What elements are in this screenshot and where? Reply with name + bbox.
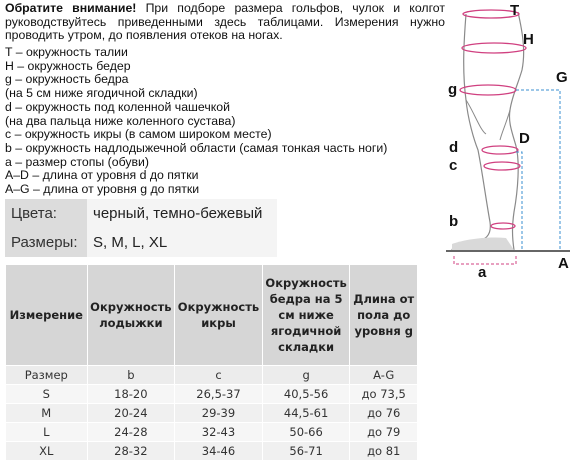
label-c: c [449,157,458,174]
table-row [6,385,418,404]
size-table-subheader [6,366,418,385]
intro-paragraph [5,2,445,43]
header-ankle: Окружность лодыжки [87,265,175,366]
table-cell: 34-46 [175,442,263,461]
colors-row [5,199,277,228]
subheader-cell: c [175,366,263,385]
legend-item: (на 5 см ниже ягодичной складки) [5,86,198,101]
table-cell: до 79 [350,423,418,442]
legend-item: b – окружность надлодыжечной области (самая тонкая часть ноги) [5,140,388,155]
intro-warning: Обратите внимание! [5,1,137,15]
legend-item: d – окружность под коленной чашечкой [5,99,230,114]
label-d-upper: D [519,130,530,147]
header-thigh: Окружность бедра на 5 см ниже ягодичной складки [262,265,350,366]
label-a: a [478,264,487,281]
ring-d [482,146,518,154]
table-row [6,404,418,423]
table-cell: 26,5-37 [175,385,263,404]
leg-outline [452,12,524,250]
subheader-cell: Размер [6,366,88,385]
sizes-row [5,228,277,257]
foot-shadow [452,237,514,250]
label-g-upper: G [556,69,568,86]
table-cell: 20-24 [87,404,175,423]
table-row [6,423,418,442]
colors-label: Цвета: [5,199,87,228]
label-g: g [448,81,458,98]
table-cell: 28-32 [87,442,175,461]
label-h: H [523,31,534,48]
size-table-header [6,265,418,366]
table-cell: 44,5-61 [262,404,350,423]
header-measurement: Измерение [6,265,88,366]
label-d: d [449,139,459,156]
header-calf: Окружность икры [175,265,263,366]
guide-a-line [454,256,516,264]
table-cell: 32-43 [175,423,263,442]
table-cell: 40,5-56 [262,385,350,404]
legend-item: A–D – длина от уровня d до пятки [5,168,199,183]
subheader-cell: g [262,366,350,385]
ring-h [462,43,526,53]
legend-item: T – окружность талии [5,45,128,59]
table-cell: до 73,5 [350,385,418,404]
table-cell: 50-66 [262,423,350,442]
measurement-legend [5,46,387,197]
legend-item: a – размер стопы (обуви) [5,154,149,169]
legend-item: A–G – длина от уровня g до пятки [5,182,200,197]
table-cell: до 81 [350,442,418,461]
table-cell: M [6,404,88,423]
sizes-label: Размеры: [5,228,87,257]
legend-item: c – окружность икры (в самом широком месте) [5,127,272,142]
guide-g-line [516,90,560,251]
header-length: Длина от пола до уровня g [350,265,418,366]
table-cell: 29-39 [175,404,263,423]
subheader-cell: A-G [350,366,418,385]
label-b: b [449,213,459,230]
size-table [5,264,418,461]
legend-item: g – окружность бедра [5,72,129,87]
table-cell: XL [6,442,88,461]
ring-c [484,162,520,170]
colors-value: черный, темно-бежевый [87,199,277,228]
legend-item: H – окружность бедер [5,58,131,73]
table-cell: S [6,385,88,404]
table-cell: 24-28 [87,423,175,442]
leg-measurement-diagram [440,0,578,290]
intro-text: При подборе размера гольфов, чулок и колгот руководствуйтесь приведенными здесь таблицами. Измерения нужно проводить утром, до появления отеков на ногах. [5,1,445,43]
table-cell: 56-71 [262,442,350,461]
table-row [6,442,418,461]
product-properties [5,199,277,257]
table-cell: L [6,423,88,442]
label-a-upper: A [558,255,569,272]
sizes-value: S, M, L, XL [87,228,277,257]
table-cell: 18-20 [87,385,175,404]
label-t: T [510,2,520,19]
ring-g [460,85,516,95]
ring-b [491,223,515,229]
subheader-cell: b [87,366,175,385]
legend-item: (на два пальца ниже коленного сустава) [5,113,236,128]
table-cell: до 76 [350,404,418,423]
